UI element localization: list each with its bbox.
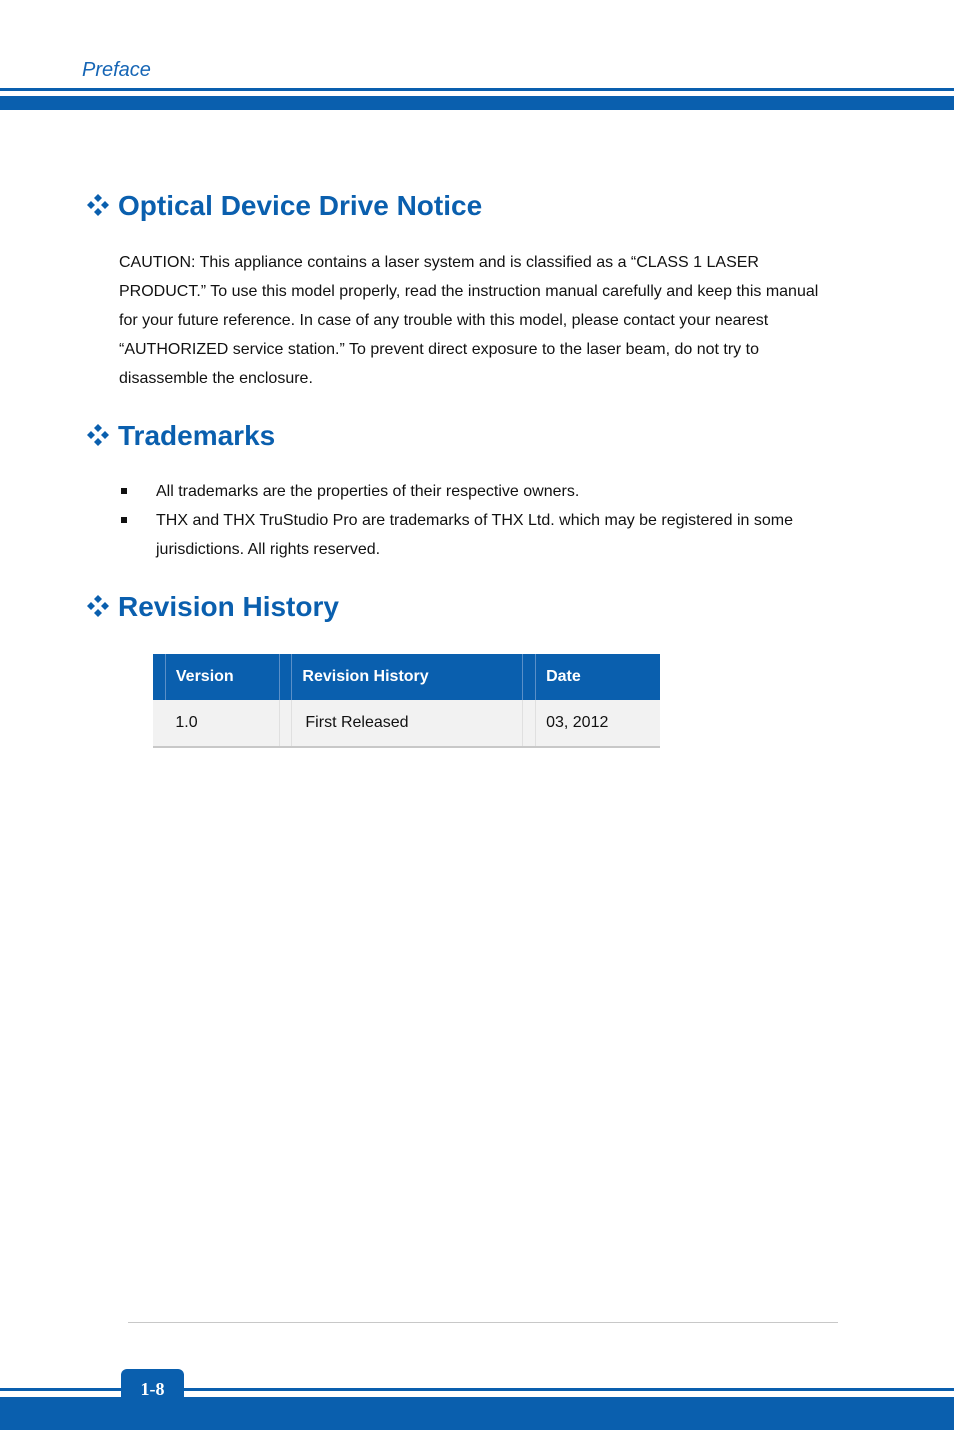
list-item — [119, 477, 839, 506]
row-spacer — [153, 700, 165, 747]
list-item-text: All trademarks are the properties of their respective owners. — [156, 483, 580, 500]
column-header-date: Date — [536, 654, 660, 700]
table-row — [153, 700, 660, 747]
heading-optical-device-drive-notice — [86, 189, 482, 223]
square-bullet-icon — [121, 517, 127, 523]
heading-revision-history — [86, 590, 339, 624]
row-spacer — [279, 700, 292, 747]
trademarks-list — [119, 477, 839, 564]
optical-caution-paragraph: CAUTION: This appliance contains a laser system and is classified as a “CLASS 1 LASER PRODUCT.” To use this model properly, read the instruction manual carefully and keep this manual for your future reference. In case of any trouble with this model, please contact your nearest “AUTHORIZED service station.” To prevent direct exposure to the laser beam, do not try to disassemble the enclosure. — [119, 254, 819, 387]
header-rule-thick — [0, 96, 954, 110]
cell-date: 03, 2012 — [536, 700, 660, 747]
running-header-title: Preface — [82, 59, 151, 81]
cell-version: 1.0 — [165, 700, 279, 747]
header-spacer — [279, 654, 292, 700]
page-number: 1-8 — [121, 1369, 184, 1409]
header-spacer — [523, 654, 536, 700]
four-diamond-icon — [86, 193, 110, 217]
column-header-version: Version — [165, 654, 279, 700]
header-spacer — [153, 654, 165, 700]
footer-divider — [128, 1322, 838, 1323]
heading-trademarks — [86, 419, 275, 453]
four-diamond-icon — [86, 423, 110, 447]
column-header-revision-history: Revision History — [292, 654, 523, 700]
heading-text: Trademarks — [118, 420, 276, 451]
row-spacer — [523, 700, 536, 747]
list-item — [119, 506, 839, 564]
table-header-row — [153, 654, 660, 700]
heading-text: Revision History — [118, 591, 339, 622]
four-diamond-icon — [86, 594, 110, 618]
header-rule-thin — [0, 88, 954, 91]
square-bullet-icon — [121, 488, 127, 494]
heading-text: Optical Device Drive Notice — [118, 190, 483, 221]
cell-revision-history: First Released — [292, 700, 523, 747]
list-item-text: THX and THX TruStudio Pro are trademarks of THX Ltd. which may be registered in some jurisdictions. All rights reserved. — [156, 512, 794, 558]
revision-history-table — [153, 654, 660, 748]
